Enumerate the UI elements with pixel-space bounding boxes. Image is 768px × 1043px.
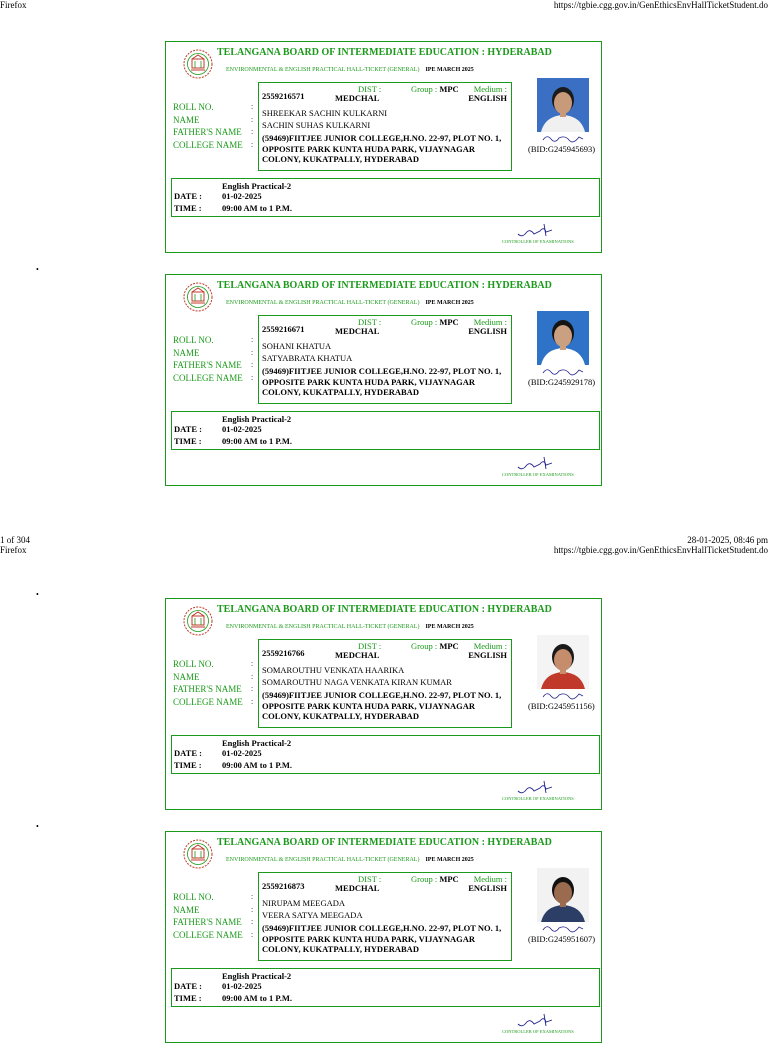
roll-label: ROLL NO.: [173, 659, 214, 669]
medium-label: Medium :: [473, 874, 507, 884]
roll-label: ROLL NO.: [173, 892, 214, 902]
father-label: FATHER'S NAME: [173, 684, 242, 694]
exam-date: 01-02-2025: [222, 748, 262, 758]
board-title: TELANGANA BOARD OF INTERMEDIATE EDUCATION : HYDERABAD: [217, 837, 552, 848]
bid-number: (BID:G245951156): [528, 701, 595, 711]
medium-value: ENGLISH: [468, 93, 507, 103]
subtitle-text: ENVIRONMENTAL & ENGLISH PRACTICAL HALL-TICKET (GENERAL): [226, 624, 420, 630]
father-label: FATHER'S NAME: [173, 127, 242, 137]
time-label: TIME :: [174, 436, 202, 446]
board-title: TELANGANA BOARD OF INTERMEDIATE EDUCATION : HYDERABAD: [217, 47, 552, 58]
list-bullet: •: [36, 822, 39, 831]
college-label: COLLEGE NAME: [173, 372, 243, 383]
exam-time: 09:00 AM to 1 P.M.: [222, 436, 293, 446]
field-labels: [173, 334, 243, 384]
roll-number: 2559216873: [262, 881, 305, 891]
college-label: COLLEGE NAME: [173, 929, 243, 940]
controller-label: CONTROLLER OF EXAMINATIONS: [502, 472, 574, 477]
board-title: TELANGANA BOARD OF INTERMEDIATE EDUCATION : HYDERABAD: [217, 604, 552, 615]
colon: :: [251, 114, 254, 124]
medium-label: Medium :: [473, 317, 507, 327]
group-label: Group :: [411, 84, 438, 94]
medium-value: ENGLISH: [468, 326, 507, 336]
page-count: 1 of 304: [0, 535, 30, 545]
board-logo-icon: [183, 606, 213, 636]
student-signature: [539, 923, 587, 933]
father-name: SACHIN SUHAS KULKARNI: [262, 120, 371, 130]
father-label: FATHER'S NAME: [173, 360, 242, 370]
subtitle-text: ENVIRONMENTAL & ENGLISH PRACTICAL HALL-TICKET (GENERAL): [226, 857, 420, 863]
roll-label: ROLL NO.: [173, 102, 214, 112]
page-url: https://tgbie.cgg.gov.in/GenEthicsEnvHallTicketStudent.do: [553, 0, 768, 10]
colon: :: [251, 904, 254, 914]
exam-label: IPE MARCH 2025: [425, 857, 474, 863]
exam-time: 09:00 AM to 1 P.M.: [222, 993, 293, 1003]
colon: :: [251, 102, 254, 111]
exam-subject: English Practical-2: [222, 181, 292, 191]
college-name: (59469)FIITJEE JUNIOR COLLEGE,H.NO. 22-97, PLOT NO. 1, OPPOSITE PARK KUNTA HUDA PARK, VIJAYNAGAR COLONY, KUKATPALLY, HYDERABAD: [262, 690, 502, 721]
controller-label: CONTROLLER OF EXAMINATIONS: [502, 239, 574, 244]
time-label: TIME :: [174, 993, 202, 1003]
dist-label: DIST :: [358, 317, 382, 327]
exam-time: 09:00 AM to 1 P.M.: [222, 203, 293, 213]
exam-schedule-box: [171, 735, 600, 774]
board-title: TELANGANA BOARD OF INTERMEDIATE EDUCATION : HYDERABAD: [217, 280, 552, 291]
dist-value: MEDCHAL: [335, 326, 380, 336]
colon: :: [251, 929, 254, 939]
field-labels: [173, 101, 243, 151]
exam-time: 09:00 AM to 1 P.M.: [222, 760, 293, 770]
father-name: SOMAROUTHU NAGA VENKATA KIRAN KUMAR: [262, 677, 452, 687]
college-name: (59469)FIITJEE JUNIOR COLLEGE,H.NO. 22-97, PLOT NO. 1, OPPOSITE PARK KUNTA HUDA PARK, VIJAYNAGAR COLONY, KUKATPALLY, HYDERABAD: [262, 366, 502, 397]
colon: :: [251, 360, 254, 369]
date-label: DATE :: [174, 191, 202, 201]
controller-signature: [516, 222, 556, 240]
colon: :: [251, 659, 254, 668]
browser-name: Firefox: [0, 0, 27, 10]
name-label: NAME: [173, 904, 200, 915]
dist-value: MEDCHAL: [335, 883, 380, 893]
group: [411, 874, 459, 884]
exam-label: IPE MARCH 2025: [425, 300, 474, 306]
student-signature: [539, 133, 587, 143]
controller-label: CONTROLLER OF EXAMINATIONS: [502, 796, 574, 801]
student-name: SHREEKAR SACHIN KULKARNI: [262, 108, 388, 118]
medium-value: ENGLISH: [468, 883, 507, 893]
father-label: FATHER'S NAME: [173, 917, 242, 927]
name-label: NAME: [173, 347, 200, 358]
exam-subject: English Practical-2: [222, 738, 292, 748]
date-label: DATE :: [174, 748, 202, 758]
dist-value: MEDCHAL: [335, 93, 380, 103]
exam-label: IPE MARCH 2025: [425, 624, 474, 630]
colon: :: [251, 335, 254, 344]
student-info-box: [258, 315, 512, 404]
date-label: DATE :: [174, 424, 202, 434]
controller-label: CONTROLLER OF EXAMINATIONS: [502, 1029, 574, 1034]
group-value: MPC: [439, 874, 459, 884]
college-label: COLLEGE NAME: [173, 139, 243, 150]
list-bullet: •: [36, 265, 39, 274]
controller-signature: [516, 1012, 556, 1030]
colon: :: [251, 696, 254, 706]
student-info-box: [258, 82, 512, 171]
hall-ticket-subtitle: [226, 624, 474, 630]
medium-value: ENGLISH: [468, 650, 507, 660]
field-colons: [251, 334, 253, 384]
colon: :: [251, 671, 254, 681]
colon: :: [251, 917, 254, 926]
field-colons: [251, 891, 253, 941]
controller-signature: [516, 779, 556, 797]
exam-subject: English Practical-2: [222, 971, 292, 981]
hall-ticket: [165, 598, 602, 810]
student-photo: [537, 868, 589, 922]
group-label: Group :: [411, 641, 438, 651]
college-name: (59469)FIITJEE JUNIOR COLLEGE,H.NO. 22-97, PLOT NO. 1, OPPOSITE PARK KUNTA HUDA PARK, VIJAYNAGAR COLONY, KUKATPALLY, HYDERABAD: [262, 133, 502, 164]
controller-signature: [516, 455, 556, 473]
time-label: TIME :: [174, 203, 202, 213]
page-url: https://tgbie.cgg.gov.in/GenEthicsEnvHallTicketStudent.do: [553, 545, 768, 555]
college-name: (59469)FIITJEE JUNIOR COLLEGE,H.NO. 22-97, PLOT NO. 1, OPPOSITE PARK KUNTA HUDA PARK, VIJAYNAGAR COLONY, KUKATPALLY, HYDERABAD: [262, 923, 502, 954]
exam-date: 01-02-2025: [222, 424, 262, 434]
colon: :: [251, 684, 254, 693]
field-labels: [173, 891, 243, 941]
colon: :: [251, 127, 254, 136]
list-bullet: •: [36, 590, 39, 599]
bid-number: (BID:G245929178): [528, 377, 596, 387]
hall-ticket-subtitle: [226, 67, 474, 73]
dist-label: DIST :: [358, 641, 382, 651]
exam-label: IPE MARCH 2025: [425, 67, 474, 73]
dist-value: MEDCHAL: [335, 650, 380, 660]
father-name: SATYABRATA KHATUA: [262, 353, 353, 363]
colon: :: [251, 347, 254, 357]
field-colons: [251, 658, 253, 708]
exam-schedule-box: [171, 178, 600, 217]
subtitle-text: ENVIRONMENTAL & ENGLISH PRACTICAL HALL-TICKET (GENERAL): [226, 300, 420, 306]
student-name: NIRUPAM MEEGADA: [262, 898, 346, 908]
board-logo-icon: [183, 49, 213, 79]
exam-date: 01-02-2025: [222, 191, 262, 201]
name-label: NAME: [173, 114, 200, 125]
group: [411, 317, 459, 327]
roll-number: 2559216671: [262, 324, 305, 334]
print-timestamp: 28-01-2025, 08:46 pm: [687, 535, 768, 545]
student-photo: [537, 78, 589, 132]
group-label: Group :: [411, 317, 438, 327]
student-info-box: [258, 639, 512, 728]
student-info-box: [258, 872, 512, 961]
board-logo-icon: [183, 282, 213, 312]
exam-subject: English Practical-2: [222, 414, 292, 424]
group-label: Group :: [411, 874, 438, 884]
bid-number: (BID:G245945693): [528, 144, 596, 154]
hall-ticket-subtitle: [226, 300, 474, 306]
roll-number: 2559216571: [262, 91, 305, 101]
student-photo: [537, 635, 589, 689]
group-value: MPC: [439, 317, 459, 327]
name-label: NAME: [173, 671, 200, 682]
medium-label: Medium :: [473, 641, 507, 651]
subtitle-text: ENVIRONMENTAL & ENGLISH PRACTICAL HALL-TICKET (GENERAL): [226, 67, 420, 73]
hall-ticket: [165, 41, 602, 253]
colon: :: [251, 372, 254, 382]
student-signature: [539, 366, 587, 376]
college-label: COLLEGE NAME: [173, 696, 243, 707]
father-name: VEERA SATYA MEEGADA: [262, 910, 363, 920]
field-colons: [251, 101, 253, 151]
group: [411, 641, 459, 651]
exam-schedule-box: [171, 968, 600, 1007]
student-name: SOHANI KHATUA: [262, 341, 332, 351]
hall-ticket: [165, 831, 602, 1043]
dist-label: DIST :: [358, 84, 382, 94]
roll-number: 2559216766: [262, 648, 305, 658]
hall-ticket-subtitle: [226, 857, 474, 863]
field-labels: [173, 658, 243, 708]
medium-label: Medium :: [473, 84, 507, 94]
dist-label: DIST :: [358, 874, 382, 884]
student-name: SOMAROUTHU VENKATA HAARIKA: [262, 665, 405, 675]
board-logo-icon: [183, 839, 213, 869]
colon: :: [251, 892, 254, 901]
time-label: TIME :: [174, 760, 202, 770]
bid-number: (BID:G245951607): [528, 934, 596, 944]
exam-date: 01-02-2025: [222, 981, 262, 991]
exam-schedule-box: [171, 411, 600, 450]
group: [411, 84, 459, 94]
date-label: DATE :: [174, 981, 202, 991]
colon: :: [251, 139, 254, 149]
group-value: MPC: [439, 641, 459, 651]
group-value: MPC: [439, 84, 459, 94]
student-signature: [539, 690, 587, 700]
roll-label: ROLL NO.: [173, 335, 214, 345]
browser-name: Firefox: [0, 545, 27, 555]
student-photo: [537, 311, 589, 365]
hall-ticket: [165, 274, 602, 486]
